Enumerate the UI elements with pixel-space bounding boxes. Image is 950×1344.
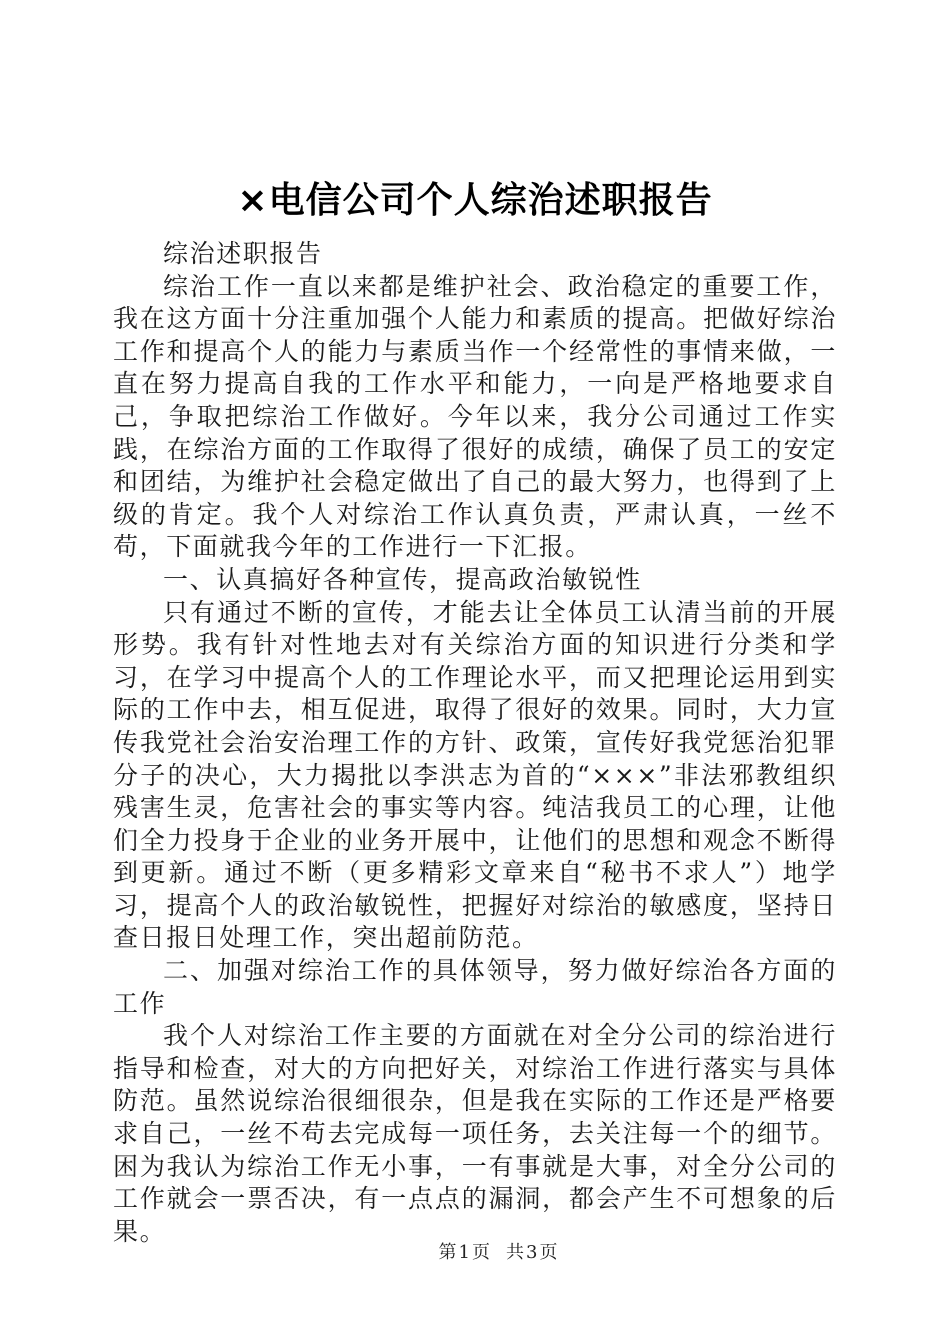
footer-page-total: 共3页 xyxy=(506,1242,560,1263)
paragraph-report-subtitle: 综治述职报告 xyxy=(163,239,323,268)
footer-page-number: 第1页 xyxy=(438,1242,492,1263)
paragraph-overview: 综治工作一直以来都是维护社会、政治稳定的重要工作，我在这方面十分注重加强个人能力和素质的提高。把做好综治工作和提高个人的能力与素质当作一个经常性的事情来做，一直在努力提高自我的工作水平和能力，一向是严格地要求自己，争取把综治工作做好。今年以来，我分公司通过工作实践，在综治方面的工作取得了很好的成绩，确保了员工的安定和团结，为维护社会稳定做出了自己的最大努力，也得到了上级的肯定。我个人对综治工作认真负责，严肃认真，一丝不苟，下面就我今年的工作进行一下汇报。 xyxy=(113,271,837,562)
heading-section-1: 一、认真搞好各种宣传，提高政治敏锐性 xyxy=(163,564,642,594)
paragraph-section-2: 我个人对综治工作主要的方面就在对全分公司的综治进行指导和检查，对大的方向把好关，对综治工作进行落实与具体防范。虽然说综治很细很杂，但是我在实际的工作还是严格要求自己，一丝不苟去完成每一项任务，去关注每一个的细节。困为我认为综治工作无小事，一有事就是大事，对全分公司的工作就会一票否决，有一点点的漏洞，都会产生不可想象的后果。 xyxy=(113,1021,837,1246)
paragraph-section-1: 只有通过不断的宣传，才能去让全体员工认清当前的开展形势。我有针对性地去对有关综治方面的知识进行分类和学习，在学习中提高个人的工作理论水平，而又把理论运用到实际的工作中去，相互促进，取得了很好的效果。同时，大力宣传我党社会治安治理工作的方针、政策，宣传好我党惩治犯罪分子的决心，大力揭批以李洪志为首的“×××”非法邪教组织残害生灵，危害社会的事实等内容。纯洁我员工的心理，让他们全力投身于企业的业务开展中，让他们的思想和观念不断得到更新。通过不断（更多精彩文章来自“秘书不求人”）地学习，提高个人的政治敏锐性，把握好对综治的敏感度，坚持日查日报日处理工作，突出超前防范。 xyxy=(113,597,837,953)
heading-section-2: 二、加强对综治工作的具体领导，努力做好综治各方面的工作 xyxy=(113,956,837,1018)
page-footer xyxy=(0,1238,950,1264)
document-title: ×电信公司个人综治述职报告 xyxy=(237,180,713,221)
document-body xyxy=(113,238,837,1248)
